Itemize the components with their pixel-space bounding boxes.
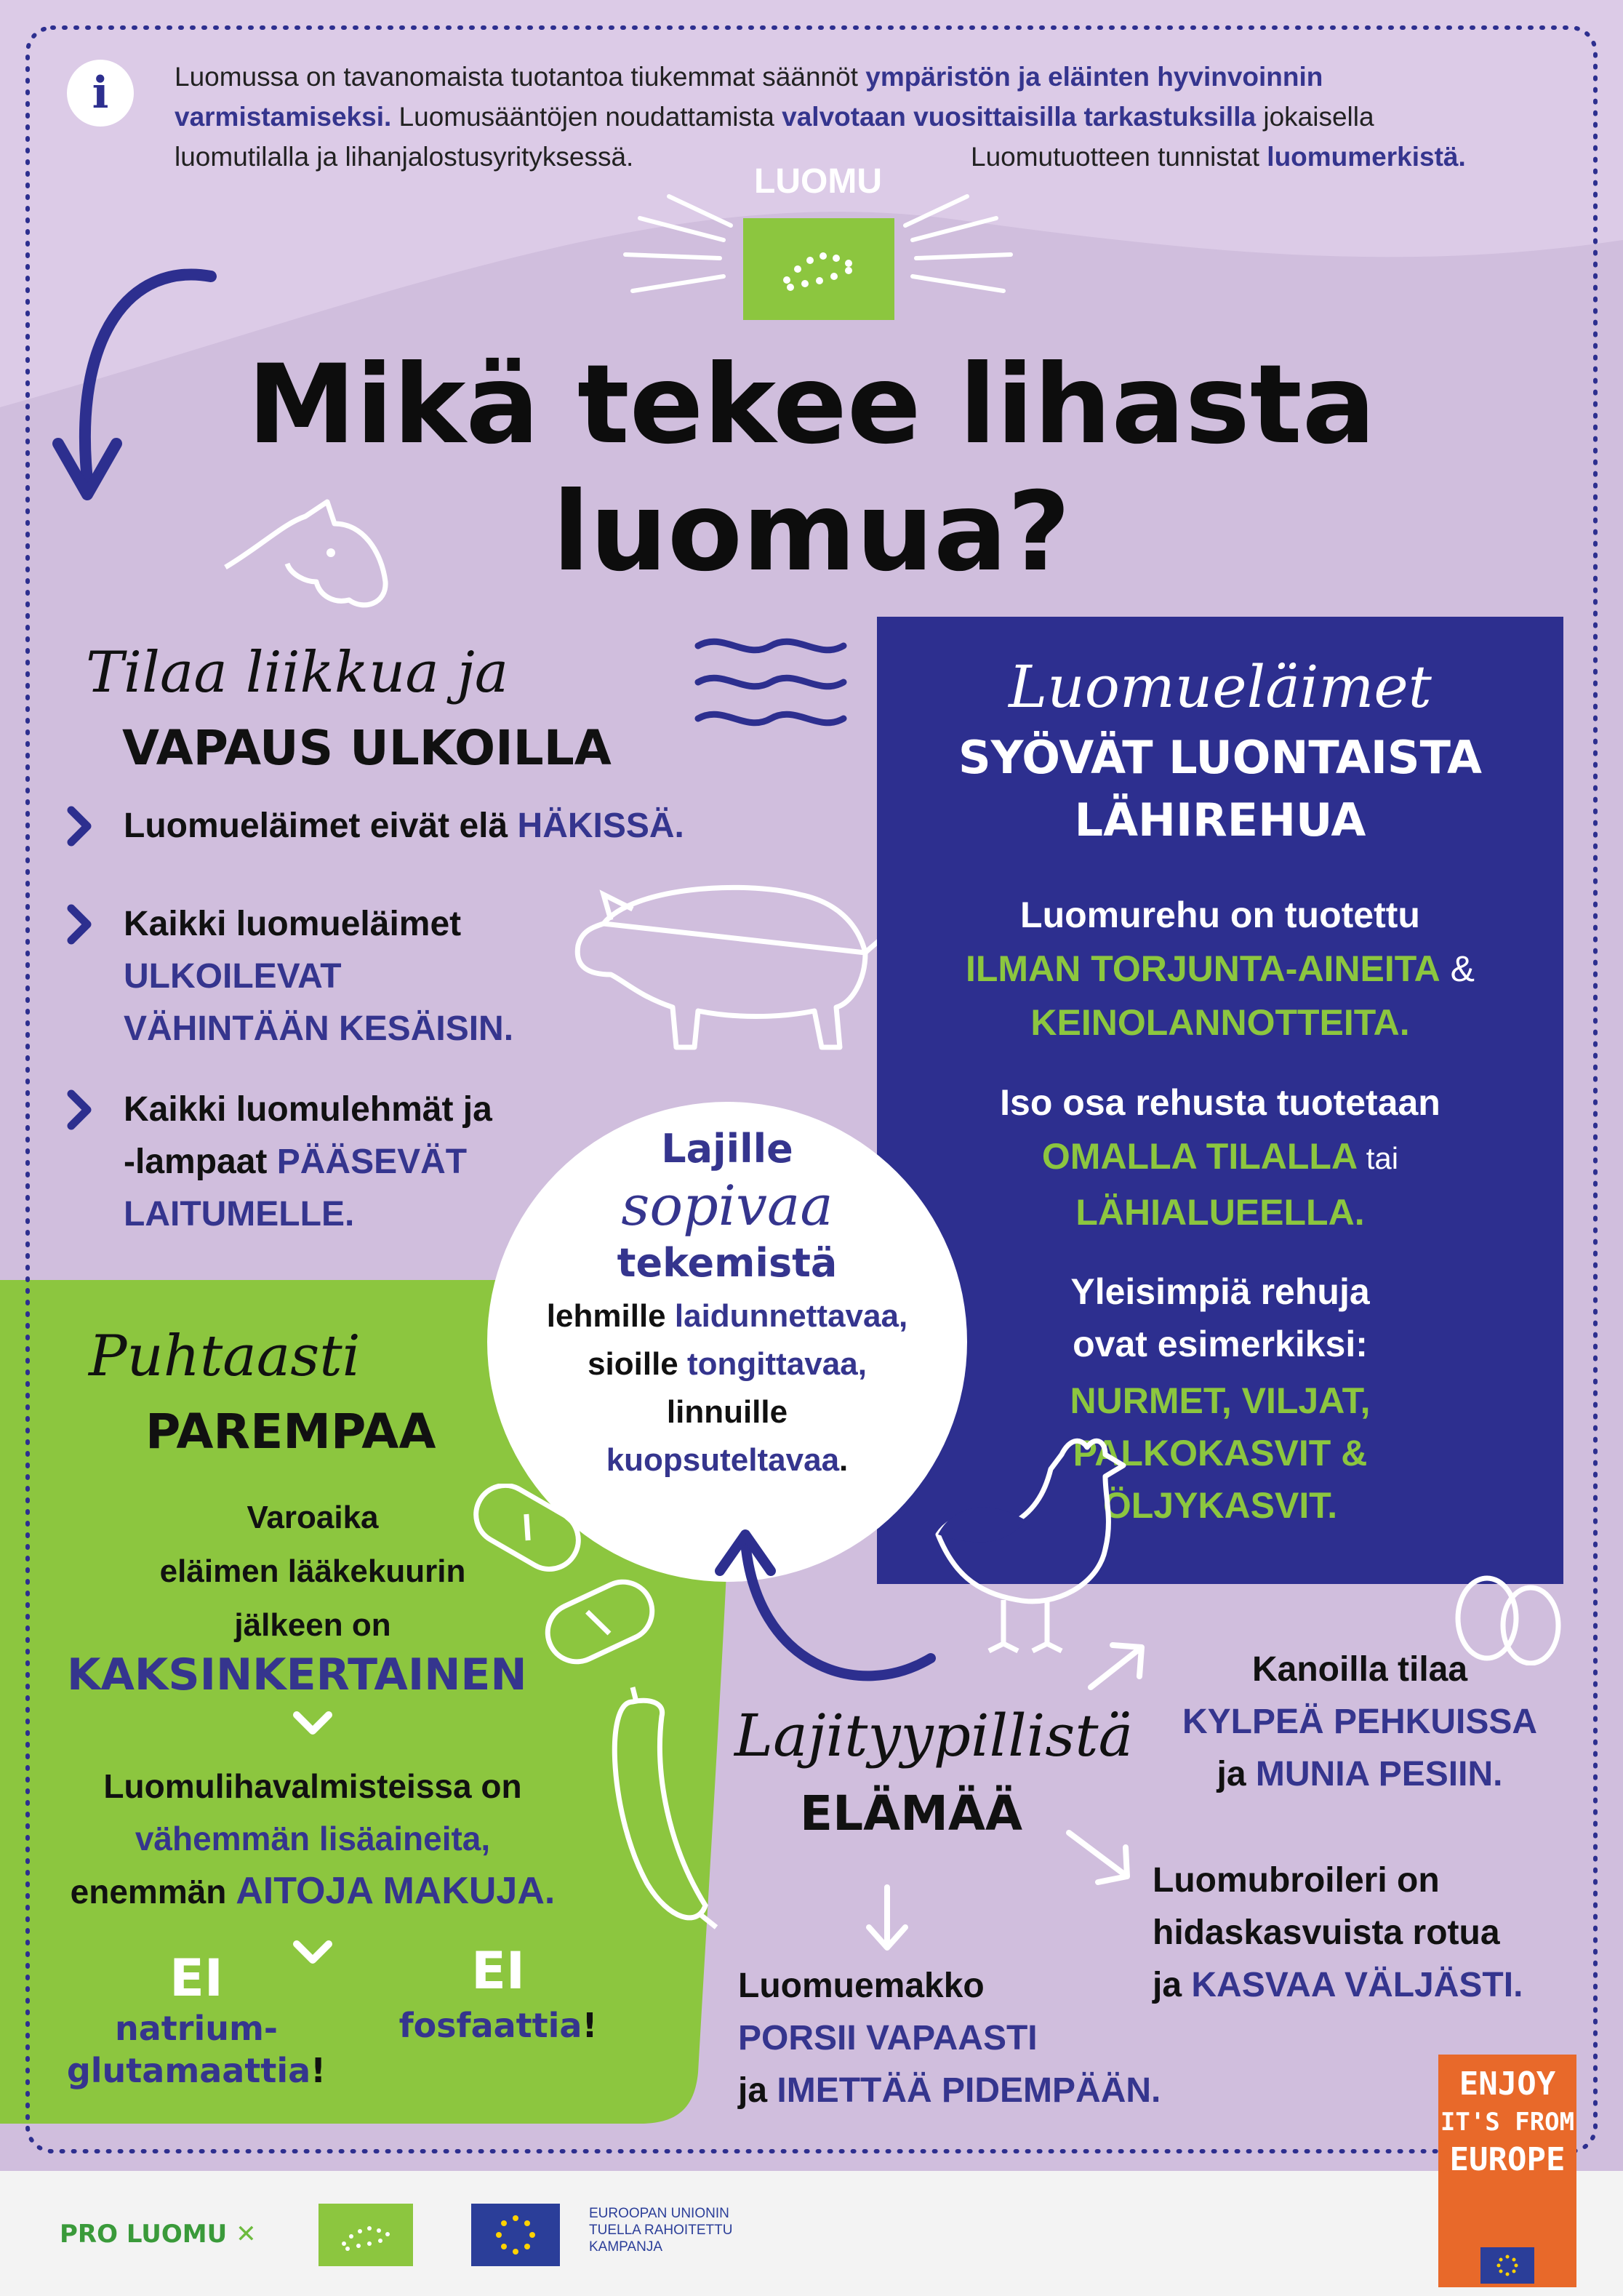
- no-phosphate-text: fosfaattia: [398, 2006, 582, 2045]
- space-list-item-text: [124, 800, 684, 852]
- circle-row: [487, 1436, 967, 1484]
- circle-segment: lehmille: [546, 1298, 675, 1334]
- sow-line-3a: ja: [738, 2071, 777, 2110]
- circle-line-3: tekemistä: [617, 1240, 838, 1286]
- eu-organic-footer-logo: [318, 2204, 413, 2266]
- space-item-segment: HÄKISSÄ.: [517, 807, 684, 845]
- circle-segment: tongittavaa,: [687, 1346, 867, 1382]
- sow-line-1: Luomuemakko: [738, 1967, 985, 2005]
- space-item-segment: Kaikki luomueläimet: [124, 905, 462, 943]
- feed-heading-line-1: SYÖVÄT LUONTAISTA: [958, 731, 1483, 784]
- feed-p1-text: Luomurehu on tuotettu: [1020, 895, 1420, 935]
- chevron-right-icon: [65, 903, 95, 946]
- feed-script: Luomueläimet: [1009, 653, 1432, 721]
- space-section-heading: VAPAUS ULKOILLA: [122, 720, 612, 776]
- info-segment: jokaisella: [1256, 102, 1374, 132]
- arrow-down-icon: [862, 1884, 913, 1956]
- eu-flag: [471, 2204, 560, 2266]
- info-segment: ympäristön ja eläinten hyvinvoinnin: [865, 62, 1323, 92]
- broiler-line-2: hidaskasvuista rotua: [1153, 1913, 1500, 1952]
- pills-sausage-icon: [451, 1484, 742, 1964]
- info-segment: Luomussa on tavanomaista tuotantoa tiukemmat säännöt: [175, 62, 866, 92]
- sunburst-lines-icon: [611, 189, 1025, 320]
- no-msg-line-1: natrium-: [114, 2009, 278, 2048]
- pig-icon: [560, 865, 894, 1055]
- space-item-segment: -lampaat: [124, 1143, 277, 1181]
- clean-p2-line-3a: enemmän: [70, 1873, 236, 1911]
- feed-p2-emph: OMALLA TILALLA: [1041, 1136, 1358, 1177]
- info-segment: luomutilalla ja lihanjalostusyrityksessä.: [175, 142, 634, 172]
- clean-p2-line-3b: AITOJA MAKUJA.: [236, 1870, 556, 1912]
- space-item-segment: PÄÄSEVÄT: [276, 1143, 468, 1181]
- no-phosphate-ei: EI: [471, 1941, 525, 2001]
- hens-text: [1134, 1644, 1585, 1801]
- proluomu-logo: PRO LUOMU ✕: [60, 2220, 257, 2249]
- no-phosphate-exclaim: !: [582, 2006, 598, 2045]
- feed-p3-emph-1: NURMET, VILJAT,: [1070, 1380, 1371, 1421]
- circle-row: [487, 1388, 967, 1436]
- clean-text-line: Varoaika: [247, 1500, 379, 1535]
- feed-p3-emph-2: PALKOKASVIT &: [1073, 1433, 1368, 1473]
- circle-script: sopivaa: [621, 1173, 833, 1238]
- info-line: [971, 137, 1556, 177]
- no-msg-line-2: glutamaattia: [66, 2051, 311, 2090]
- no-msg-block: [44, 1949, 349, 2092]
- eu-text-line: EUROOPAN UNIONIN: [589, 2206, 729, 2221]
- info-text: [175, 57, 1556, 177]
- feed-paragraph-2: [877, 1076, 1563, 1239]
- info-segment: varmistamiseksi.: [175, 102, 392, 132]
- space-list-item-text: [124, 1084, 492, 1241]
- info-segment: Luomutuotteen tunnistat: [971, 142, 1267, 172]
- space-list-item-text: [124, 898, 513, 1055]
- feed-p1-emph-2: KEINOLANNOTTEITA.: [1030, 1002, 1410, 1043]
- space-section-script: Tilaa liikkua ja: [86, 640, 509, 705]
- circle-segment: sioille: [588, 1346, 688, 1382]
- enjoy-line: ENJOY: [1459, 2065, 1556, 2103]
- feed-p1-emph: ILMAN TORJUNTA-AINEITA: [966, 948, 1440, 989]
- clean-script: Puhtaasti: [89, 1324, 361, 1389]
- feed-paragraph-1: [877, 888, 1563, 1049]
- circle-row: [487, 1292, 967, 1340]
- clean-p2-line-1: Luomulihavalmisteissa on: [103, 1767, 522, 1805]
- info-segment: valvotaan vuosittaisilla tarkastuksilla: [782, 102, 1257, 132]
- title-line-2: luomua?: [552, 469, 1071, 596]
- sow-text: [738, 1960, 1247, 2117]
- no-msg-exclaim: !: [310, 2051, 326, 2090]
- enjoy-line: IT'S FROM: [1440, 2108, 1575, 2137]
- arrow-down-right-icon: [1062, 1825, 1142, 1891]
- eu-funding-text: [589, 2205, 732, 2255]
- space-item-segment: Kaikki luomulehmät ja: [124, 1090, 492, 1129]
- clean-heading: PAREMPAA: [145, 1404, 436, 1460]
- circle-segment: laidunnettavaa,: [674, 1298, 908, 1334]
- eu-leaf-stars-footer-icon: [318, 2204, 413, 2266]
- no-msg-ei: EI: [169, 1948, 223, 2008]
- feed-p3-emph-3: ÖLJYKASVIT.: [1102, 1485, 1338, 1526]
- circle-segment: .: [839, 1442, 849, 1478]
- broiler-line-1: Luomubroileri on: [1153, 1861, 1440, 1900]
- circle-row: [487, 1340, 967, 1388]
- feed-heading-line-2: LÄHIREHUA: [1074, 793, 1366, 847]
- info-line: [175, 97, 1556, 137]
- chevron-right-icon: [65, 804, 95, 848]
- clean-emph: KAKSINKERTAINEN: [67, 1649, 527, 1700]
- feed-p3-text-1: Yleisimpiä rehuja: [1070, 1271, 1370, 1312]
- title-line-1: Mikä tekee lihasta: [247, 342, 1376, 468]
- hens-line-2: KYLPEÄ PEHKUISSA: [1182, 1703, 1538, 1741]
- info-segment: luomumerkistä.: [1267, 142, 1466, 172]
- life-script: Lajityypillistä: [734, 1702, 1134, 1769]
- circle-segment: linnuille: [666, 1394, 788, 1430]
- space-item-segment: LAITUMELLE.: [124, 1195, 355, 1233]
- life-heading: ELÄMÄÄ: [800, 1785, 1023, 1841]
- feed-p2-emph-2: LÄHIALUEELLA.: [1075, 1192, 1365, 1233]
- chevron-right-icon: [65, 1088, 95, 1132]
- space-item-segment: VÄHINTÄÄN KESÄISIN.: [124, 1009, 514, 1048]
- broiler-line-3b: KASVAA VÄLJÄSTI.: [1191, 1966, 1523, 2004]
- clean-text-line: jälkeen on: [234, 1607, 391, 1643]
- chevron-down-icon: [291, 1709, 334, 1738]
- activity-circle-content: [487, 1124, 967, 1484]
- circle-segment: kuopsuteltavaa: [606, 1442, 840, 1478]
- enjoy-line: EUROPE: [1449, 2141, 1566, 2178]
- enjoy-eu-stars-icon: [1480, 2247, 1534, 2284]
- feed-p3-text-2: ovat esimerkiksi:: [1073, 1324, 1368, 1364]
- feed-p1-amp: &: [1440, 948, 1475, 989]
- proluomu-text: PRO LUOMU: [60, 2220, 228, 2249]
- feed-panel-content: [877, 651, 1563, 1532]
- feed-p2-tai: tai: [1358, 1141, 1399, 1175]
- sow-line-3b: IMETTÄÄ PIDEMPÄÄN.: [777, 2071, 1161, 2110]
- feed-heading: [877, 727, 1563, 852]
- wave-lines-icon: [691, 631, 851, 740]
- enjoy-europe-text: [1438, 2065, 1576, 2179]
- info-line: [175, 57, 1556, 97]
- clean-p2-line-2: vähemmän lisäaineita,: [135, 1820, 491, 1857]
- cow-head-icon: [218, 495, 393, 618]
- enjoy-eu-flag: [1480, 2247, 1534, 2284]
- hens-line-1: Kanoilla tilaa: [1251, 1650, 1468, 1689]
- sow-line-2: PORSII VAPAASTI: [738, 2019, 1038, 2057]
- info-icon: i: [67, 60, 134, 127]
- space-item-segment: ULKOILEVAT: [124, 957, 342, 996]
- circle-rows: [487, 1292, 967, 1484]
- hens-line-3b: MUNIA PESIIN.: [1255, 1755, 1503, 1793]
- luomu-label: LUOMU: [754, 162, 882, 201]
- broiler-line-3a: ja: [1153, 1966, 1192, 2004]
- circle-line-1: Lajille: [661, 1126, 793, 1172]
- clean-text-line: eläimen lääkekuurin: [159, 1553, 466, 1589]
- eu-text-line: TUELLA RAHOITETTU: [589, 2223, 733, 2238]
- curved-arrow-up-icon: [713, 1520, 953, 1687]
- hens-line-3a: ja: [1217, 1755, 1256, 1793]
- eu-text-line: KAMPANJA: [589, 2239, 663, 2255]
- info-segment: Luomusääntöjen noudattamista: [391, 102, 782, 132]
- feed-p2-text: Iso osa rehusta tuotetaan: [1000, 1082, 1440, 1123]
- space-item-segment: Luomueläimet eivät elä: [124, 807, 518, 845]
- eu-stars-icon: [471, 2204, 560, 2266]
